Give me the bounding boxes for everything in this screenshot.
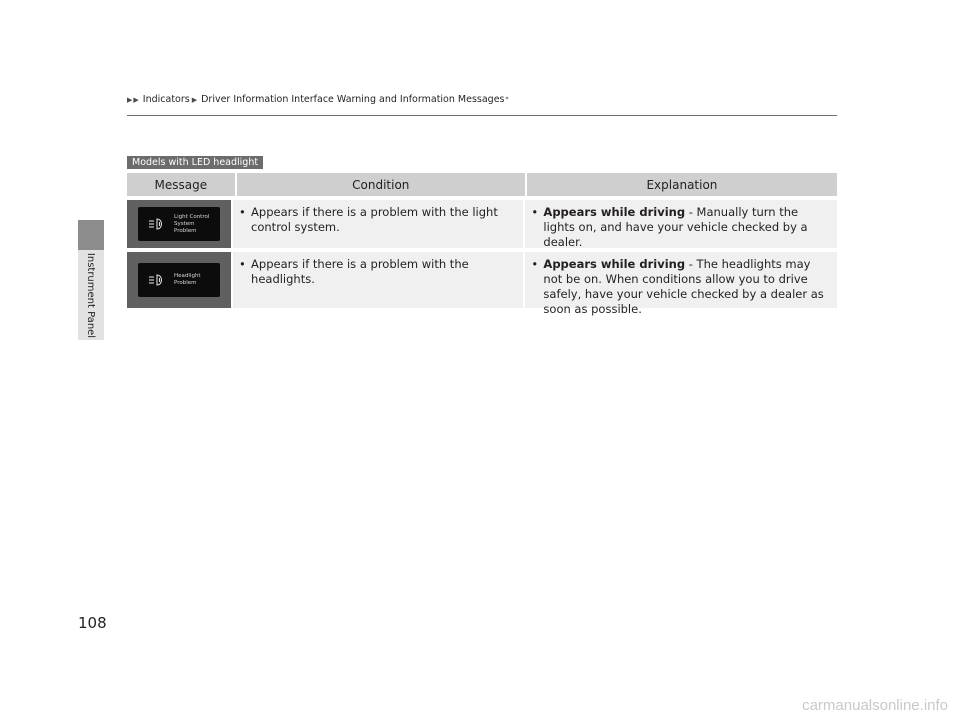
explanation-heading: Appears while driving [543, 205, 686, 219]
page-number: 108 [78, 614, 107, 632]
message-display-text: Light Control System Problem [174, 213, 210, 234]
message-cell [127, 252, 231, 308]
table-row [127, 252, 837, 316]
model-badge: Models with LED headlight [127, 156, 263, 169]
table-header [127, 173, 837, 196]
messages-table [127, 173, 837, 316]
breadcrumb-arrow-icon: ▶ [127, 95, 133, 104]
header-condition: Condition [235, 173, 525, 196]
headlight-warning-icon [146, 216, 166, 232]
explanation-text: - The headlights may not be on. When conditions allow you to drive safely, have your vehicle checked by a dealer as soon as possible. [543, 257, 824, 316]
footnote-asterisk: * [505, 96, 509, 103]
bullet-icon: • [239, 205, 246, 219]
bullet-icon: • [531, 257, 539, 271]
breadcrumb-level2: Driver Information Interface Warning and Information Messages [201, 94, 505, 105]
headlight-warning-icon [146, 272, 166, 288]
section-label [78, 250, 104, 340]
message-display [138, 207, 220, 241]
bullet-icon: • [531, 205, 539, 219]
bullet-icon: • [239, 257, 246, 271]
breadcrumb-arrow-icon: ▶ [133, 95, 139, 104]
condition-text: Appears if there is a problem with the light control system. [251, 205, 498, 234]
message-cell [127, 200, 231, 248]
condition-cell [231, 252, 523, 308]
header-rule [127, 115, 837, 116]
condition-text: Appears if there is a problem with the headlights. [251, 257, 469, 286]
table-row [127, 200, 837, 248]
condition-cell [231, 200, 523, 248]
explanation-heading: Appears while driving [543, 257, 686, 271]
explanation-text: - Manually turn the lights on, and have your vehicle checked by a dealer. [543, 205, 808, 249]
header-explanation: Explanation [525, 173, 837, 196]
header-message: Message [127, 173, 235, 196]
breadcrumb-separator-icon: ▶ [191, 95, 198, 104]
watermark: carmanualsonline.info [802, 697, 948, 714]
explanation-cell [523, 252, 837, 316]
breadcrumb-level1: Indicators [142, 94, 190, 105]
breadcrumb [127, 94, 509, 105]
message-display [138, 263, 220, 297]
explanation-cell [523, 200, 837, 248]
section-tab-marker [78, 220, 104, 250]
section-label-text: Instrument Panel [85, 252, 97, 338]
message-display-text: Headlight Problem [174, 273, 201, 286]
